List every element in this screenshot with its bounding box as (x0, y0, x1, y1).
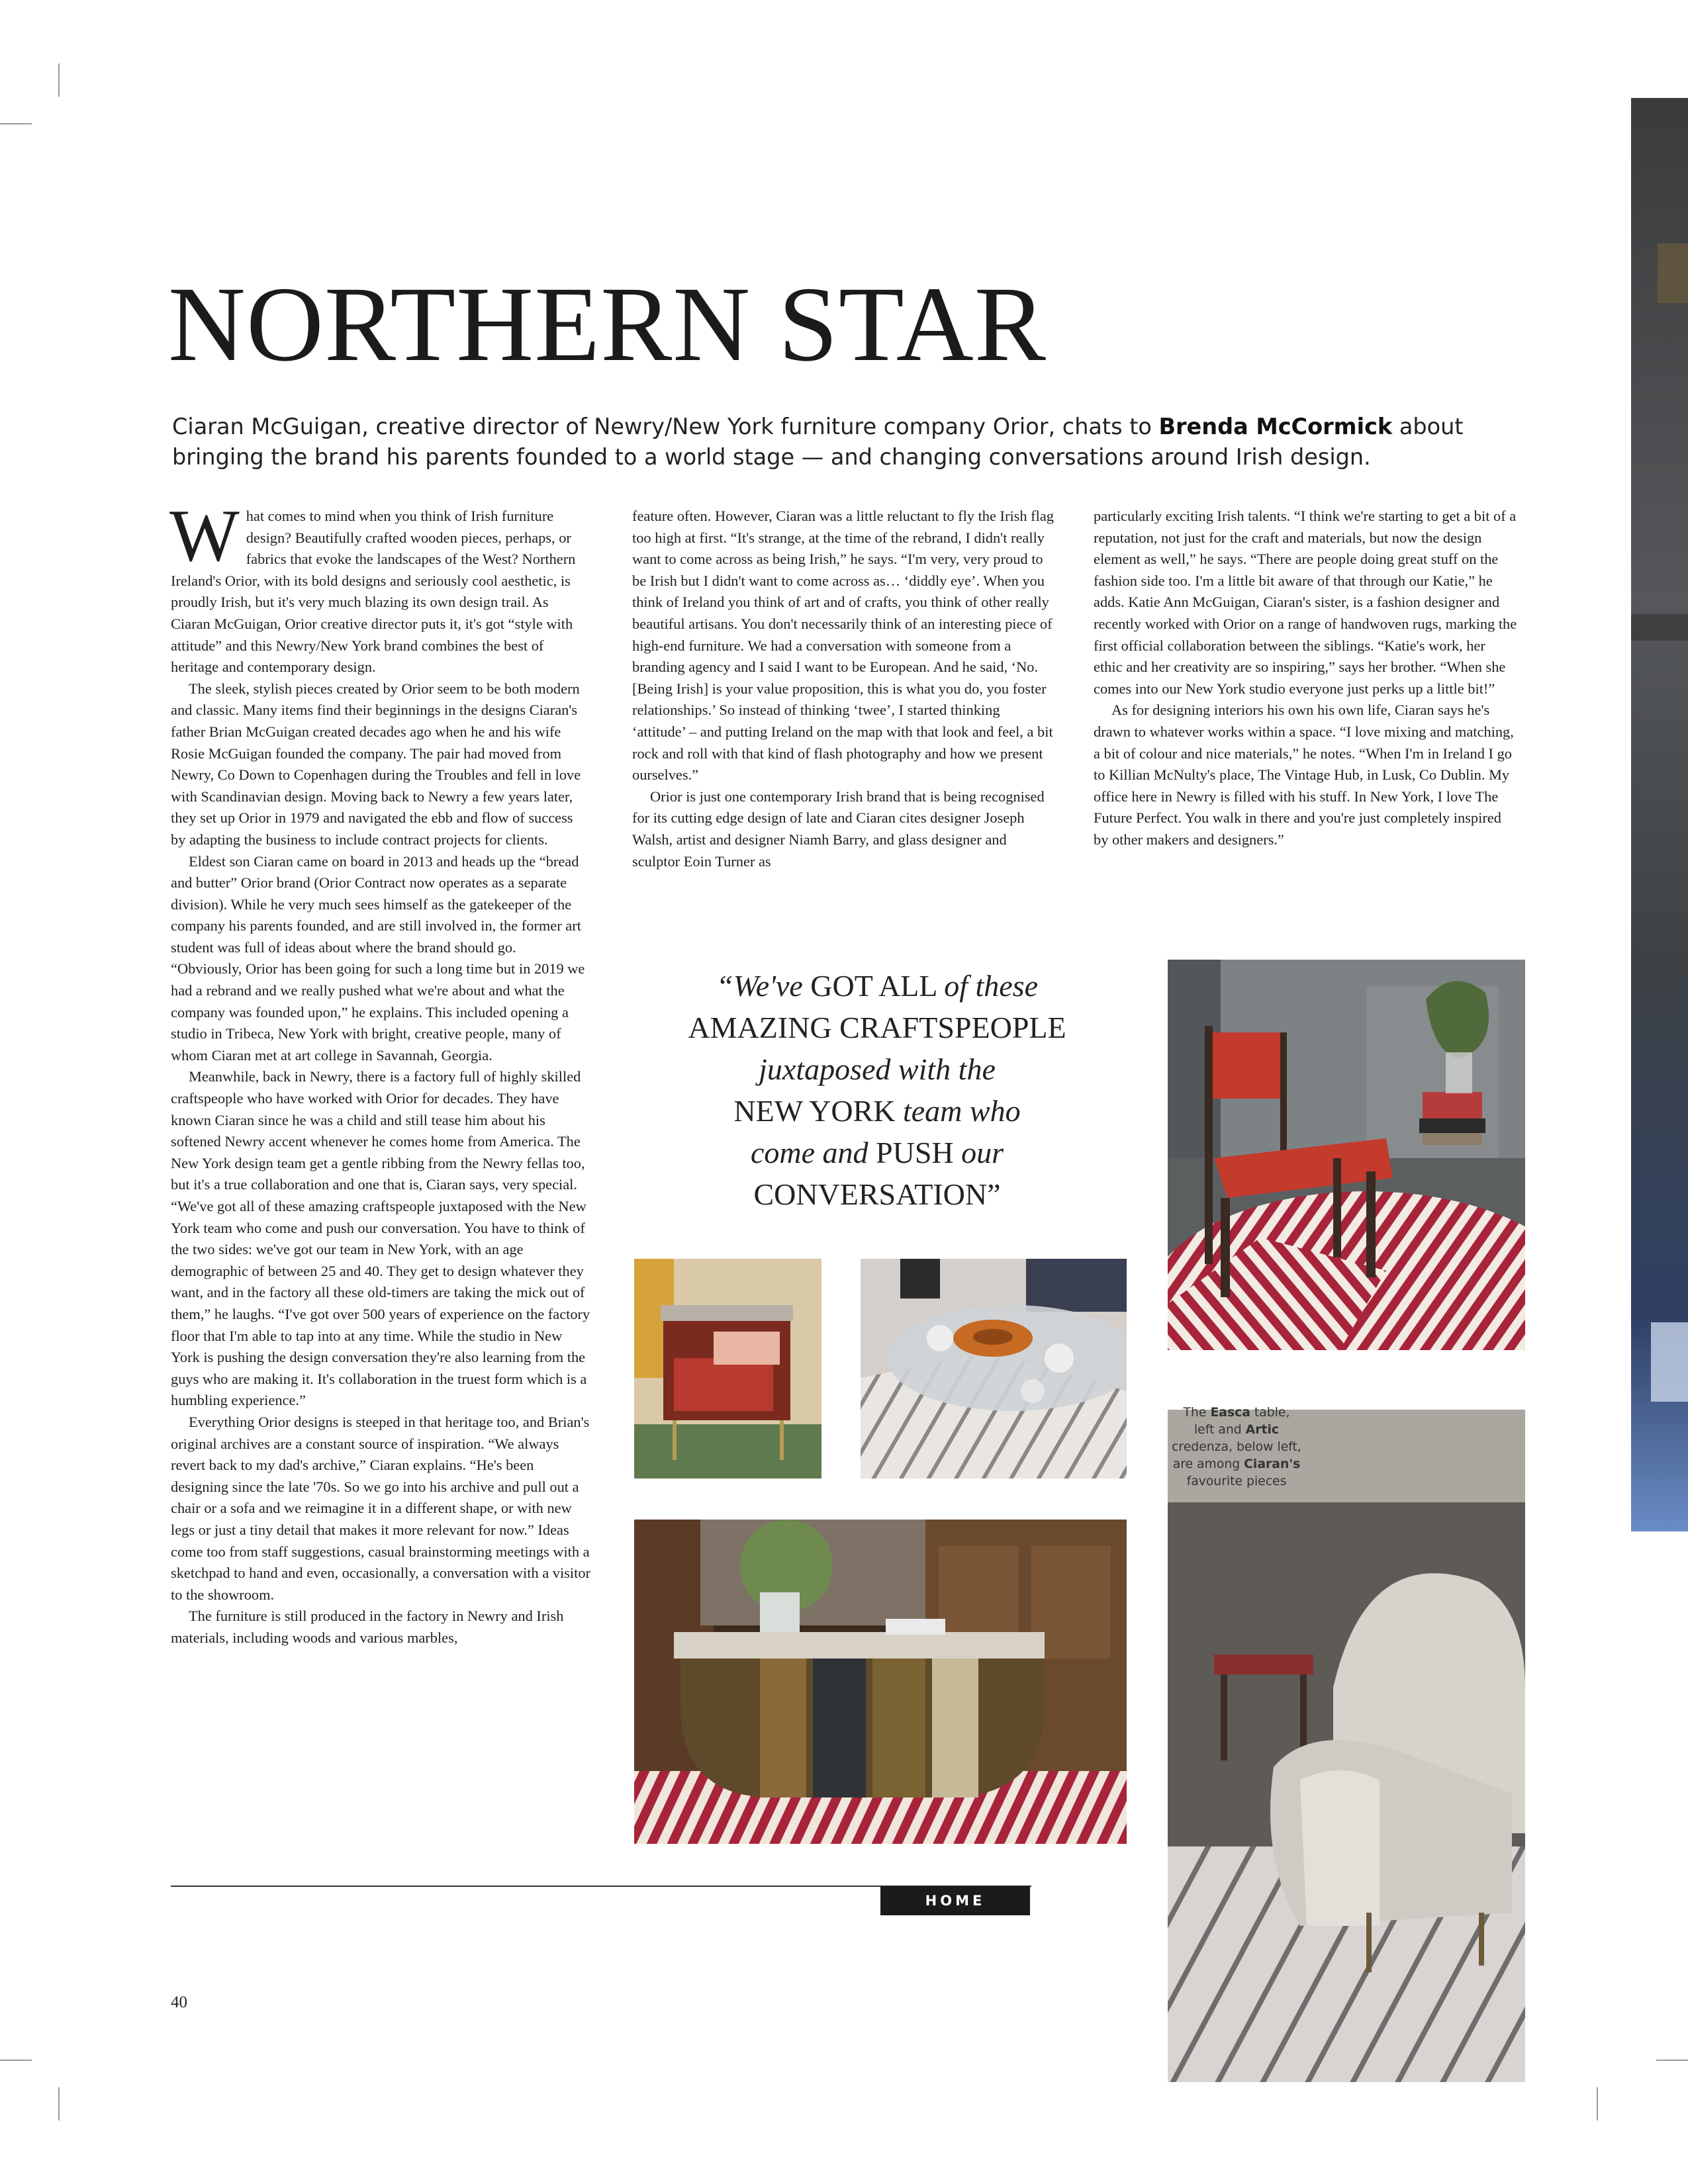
crop-mark (0, 123, 32, 124)
standfirst: Ciaran McGuigan, creative director of Newry/New York furniture company Orior, chats to Brenda McCormick about bringing the brand his parents founded to a world stage — and changing conversations around Irish design. (172, 414, 1464, 470)
crop-mark (0, 2060, 32, 2061)
photo-red-chair (1168, 960, 1525, 1350)
body-paragraph: The furniture is still produced in the factory in Newry and Irish materials, including woods and various marbles, (171, 1608, 564, 1646)
photo-artic-credenza (634, 1520, 1127, 1844)
body-paragraph: Everything Orior designs is steeped in that heritage too, and Brian's original archives are a constant source of inspiration. “We always revert back to my dad's archive,” Ciaran explains. “He's been designing since the late '70s. So we go into his archive and pull out a chair or a sofa and we reimagine it in a different shape, or with new legs or just a tiny detail that makes it more relevant for now.” Ideas come too from staff suggestions, casual brainstorming meetings with a sketchpad to hand and even, occasionally, a conversation with a visitor to the showroom. (171, 1413, 590, 1603)
photo-caption: The Easca table, left and Artic credenza, below left, are among Ciaran's favourite pieces (1172, 1406, 1301, 1488)
body-paragraph: particularly exciting Irish talents. “I think we're starting to get a bit of a reputation, not just for the craft and materials, but now the design element as well,” he says. “There are people doing great stuff on the fashion side too. I'm a little bit aware of that through our Katie,” he adds. Katie Ann McGuigan, Ciaran's sister, is a fashion designer and recently worked with Orior on a range of handwoven rugs, marking the first official collaboration between the siblings. “Katie's work, her ethic and her creativity are so inspiring,” says her brother. “When she comes into our New York studio everyone just perks up a little bit!” (1094, 508, 1517, 697)
page-number: 40 (171, 1993, 187, 2011)
photo-easca-table (861, 1259, 1127, 1479)
body-paragraph: Orior is just one contemporary Irish brand that is being recognised for its cutting edge design of late and Ciaran cites designer Joseph Walsh, artist and designer Niamh Barry, and glass designer and sculptor Eoin Turner as (632, 788, 1045, 870)
photo-artic-credenza-small (634, 1259, 821, 1479)
body-paragraph: Eldest son Ciaran came on board in 2013 and heads up the “bread and butter” Orior brand (Orior Contract now operates as a separate division). While he very much sees himself as the gatekeeper of the company his parents founded, and are still involved in, the former art student was full of ideas about where the brand should go. “Obviously, Orior has been going for such a long time but in 2019 we had a rebrand and we really pushed what we're about and what the company was founded upon,” he explains. This included opening a studio in Tribeca, New York with bright, creative people, many of whom Ciaran met at art college in Savannah, Georgia. (171, 852, 585, 1064)
crop-mark (58, 2087, 60, 2120)
body-column-1 (169, 495, 590, 1649)
article-title: NORTHERN STAR (168, 265, 1047, 384)
body-paragraph: Meanwhile, back in Newry, there is a factory full of highly skilled craftspeople who have worked with Orior for decades. They have known Ciaran since he was a child and still tease him about his softened Newry accent whenever he comes home from America. The New York design team get a gentle ribbing from the Newry fellas too, but it's a true collaboration and one that is, Ciaran says, very special. “We've got all of these amazing craftspeople juxtaposed with the New York team who come and push our conversation. You have to think of the two sides: we've got our team in New York, with an age demographic of between 25 and 40. They get to design whatever they want, and in the factory all these old-timers are taking the mick out of them,” he laughs. “I've got over 500 years of experience on the factory floor that I'm able to tap into at any time. While the studio in New York is pushing the design conversation they're also learning from the guys who are making it. It's collaboration in the truest form which is a humbling experience.” (171, 1068, 590, 1409)
body-paragraph: As for designing interiors his own his own life, Ciaran says he's drawn to whatever works within a space. “I love mixing and matching, a bit of colour and nice materials,” he notes. “When I'm in Ireland I go to Killian McNulty's place, The Vintage Hub, in Lusk, Co Dublin. My office here in Newry is filled with his stuff. In New York, I love The Future Perfect. You walk in there and you're just completely inspired by other makers and designers.” (1094, 702, 1514, 848)
drop-cap: W (169, 495, 240, 577)
crop-mark (1597, 2087, 1598, 2120)
photo-armchair (1168, 1410, 1525, 2082)
pull-quote: “We've GOT ALL of these AMAZING CRAFTSPEOPLE juxtaposed with the NEW YORK team who come and PUSH our CONVERSATION” (688, 969, 1066, 1211)
body-column-2 (632, 506, 1055, 872)
author-name: Brenda McCormick (1158, 414, 1393, 439)
body-paragraph: feature often. However, Ciaran was a little reluctant to fly the Irish flag too high at first. “It's strange, at the time of the rebrand, I didn't really want to come across as being Irish,” he says. “I'm very, very proud to be Irish but I didn't want to come across as… ‘diddly eye’. When you think of Ireland you think of art and of crafts, you think of other really beautiful artisans. You don't necessarily think of an interesting piece of high-end furniture. We had a conversation with someone from a branding agency and I said I want to be European. And he said, ‘No. [Being Irish] is your value proposition, this is what you do, you foster relationships.’ So instead of thinking ‘twee’, I started thinking ‘attitude’ – and putting Ireland on the map with that look and feel, a bit rock and roll with that kind of flash photography and how we present ourselves.” (632, 508, 1054, 784)
body-paragraph: What comes to mind when you think of Irish furniture design? Beautifully crafted wooden pieces, perhaps, or fabrics that evoke the landscapes of the West? Northern Ireland's Orior, with its bold designs and seriously cool aesthetic, is proudly Irish, but it's very much blazing its own design trail. As Ciaran McGuigan, Orior creative director puts it, it's got “style with attitude” and this Newry/New York brand combines the best of heritage and contemporary design. (169, 495, 576, 676)
section-tab: HOME (880, 1886, 1030, 1915)
body-column-3 (1094, 506, 1517, 851)
body-paragraph: The sleek, stylish pieces created by Orior seem to be both modern and classic. Many items find their beginnings in the designs Ciaran's father Brian McGuigan created decades ago when he and his wife Rosie McGuigan founded the company. The pair had moved from Newry, Co Down to Copenhagen during the Troubles and fell in love with Scandinavian design. Moving back to Newry a few years later, they set up Orior in 1979 and navigated the ebb and flow of success by adapting the business to include contract projects for clients. (171, 680, 581, 848)
crop-mark (1656, 2060, 1688, 2061)
crop-mark (58, 64, 60, 97)
facing-page-bleed-image (1631, 98, 1688, 1531)
